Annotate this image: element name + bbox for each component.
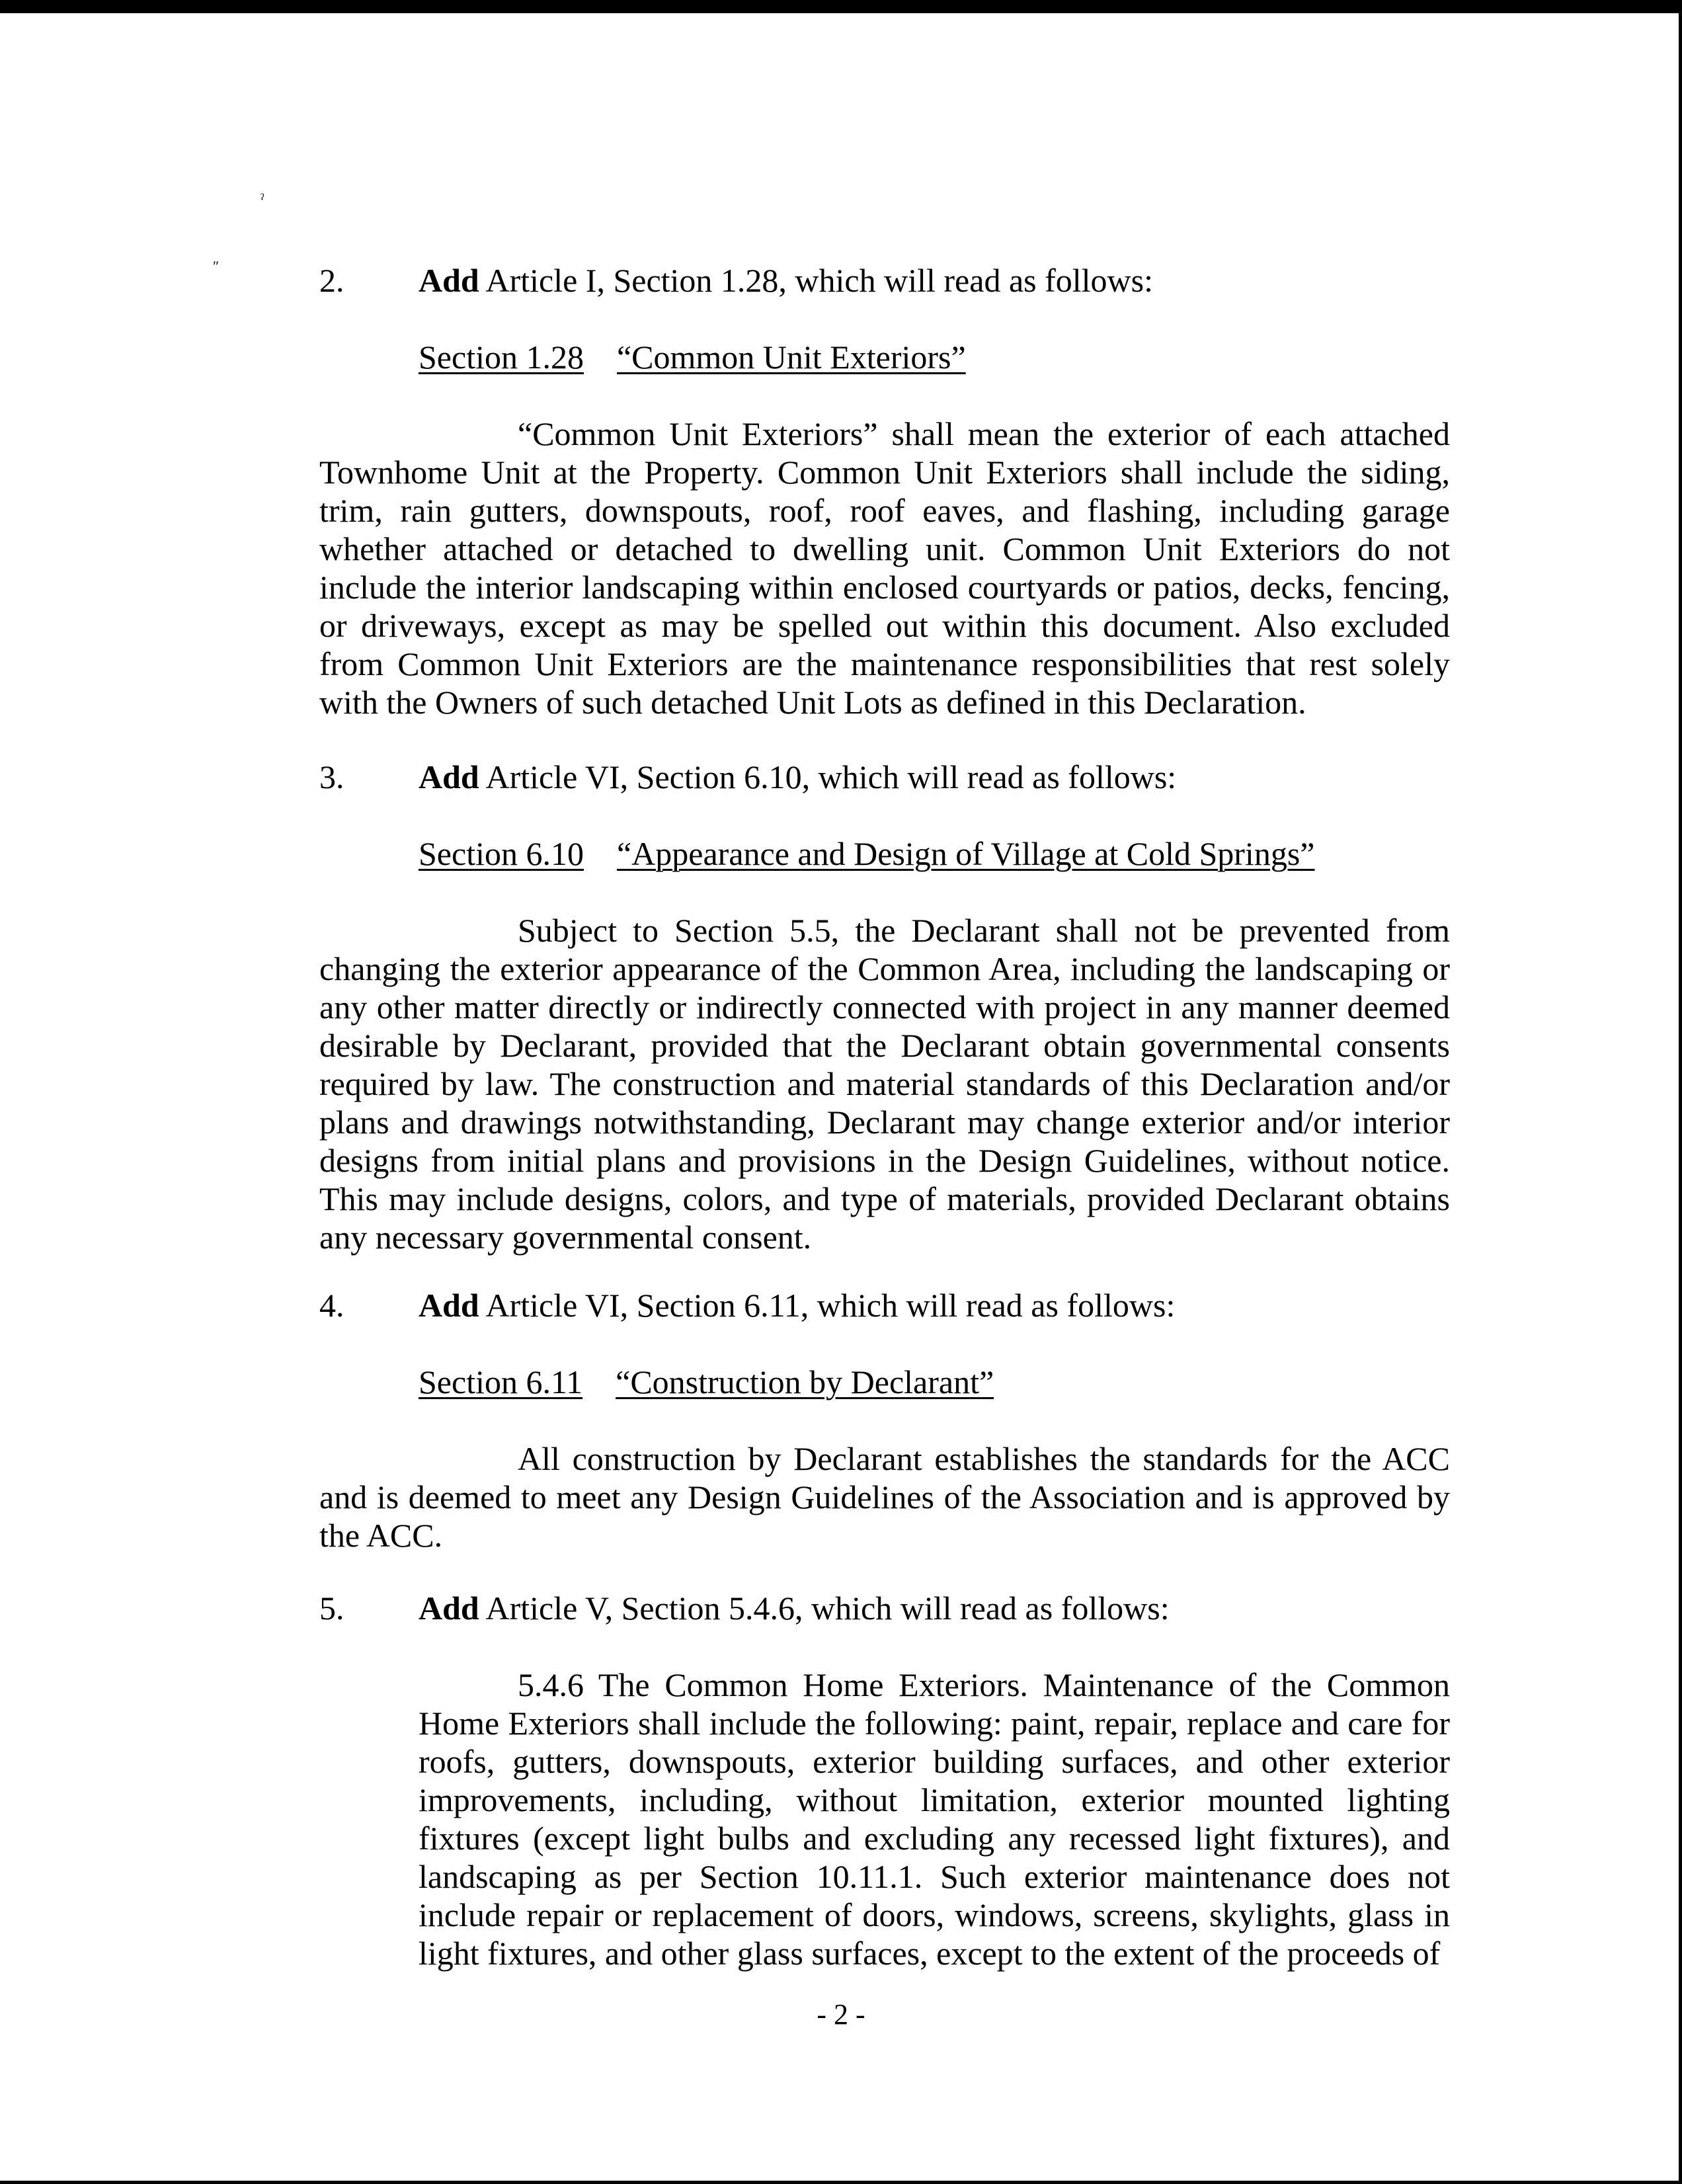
section-title: “Appearance and Design of Village at Cold Springs” [616,835,1315,872]
item-verb: Add [419,262,479,299]
section-label: Section 6.11 [419,1363,583,1400]
scan-border-right [1679,0,1682,2184]
item-verb: Add [419,1590,479,1627]
section-heading [419,1363,994,1401]
section-heading [419,338,966,376]
item-number: 4. [319,1287,344,1324]
item-instruction [419,261,1153,300]
page-number: - 2 - [817,1998,865,2031]
section-title: “Construction by Declarant” [616,1363,994,1400]
item-instruction-text: Article VI, Section 6.10, which will read as follows: [485,758,1177,795]
scan-speck: ˀ [260,190,264,207]
item-instruction-text: Article V, Section 5.4.6, which will read as follows: [485,1590,1170,1627]
item-instruction [419,758,1176,796]
item-number: 3. [319,758,344,795]
item-verb: Add [419,758,479,795]
scan-speck: ″ [213,258,220,274]
section-label: Section 6.10 [419,835,584,872]
item-number: 2. [319,262,344,299]
item-instruction [419,1286,1175,1324]
section-body: All construction by Declarant establishes the standards for the ACC and is deemed to meet any Design Guidelines of the Association and is approved by the ACC. [319,1440,1450,1554]
item-instruction [419,1589,1170,1627]
section-title: “Common Unit Exteriors” [616,339,966,376]
item-instruction-text: Article VI, Section 6.11, which will read as follows: [485,1287,1176,1324]
scan-border-bottom [0,2181,1682,2184]
item-instruction-text: Article I, Section 1.28, which will read as follows: [485,262,1153,299]
scan-border-top [0,0,1682,13]
section-heading [419,834,1314,873]
item-number: 5. [319,1590,344,1627]
section-body: Subject to Section 5.5, the Declarant shall not be prevented from changing the exterior appearance of the Common Area, including the landscaping or any other matter directly or indirectly connected with project in any manner deemed desirable by Declarant, provided that the Declarant obtain governmental consents required by law. The construction and material standards of this Declaration and/or plans and drawings notwithstanding, Declarant may change exterior and/or interior designs from initial plans and provisions in the Design Guidelines, without notice. This may include designs, colors, and type of materials, provided Declarant obtains any necessary governmental consent. [319,912,1450,1256]
section-label: Section 1.28 [419,339,584,376]
section-body: 5.4.6 The Common Home Exteriors. Maintenance of the Common Home Exteriors shall include the following: paint, repair, replace and care for roofs, gutters, downspouts, exterior building surfaces, and other exterior improvements, including, without limitation, exterior mounted lighting fixtures (except light bulbs and excluding any recessed light fixtures), and landscaping as per Section 10.11.1. Such exterior maintenance does not include repair or replacement of doors, windows, screens, skylights, glass in light fixtures, and other glass surfaces, except to the extent of the proceeds of [419,1666,1450,1972]
item-verb: Add [419,1287,479,1324]
section-body: “Common Unit Exteriors” shall mean the exterior of each attached Townhome Unit at the Property. Common Unit Exteriors shall include the siding, trim, rain gutters, downspouts, roof, roof eaves, and flashing, including garage whether attached or detached to dwelling unit. Common Unit Exteriors do not include the interior landscaping within enclosed courtyards or patios, decks, fencing, or driveways, except as may be spelled out within this document. Also excluded from Common Unit Exteriors are the maintenance responsibilities that rest solely with the Owners of such detached Unit Lots as defined in this Declaration. [319,415,1450,721]
